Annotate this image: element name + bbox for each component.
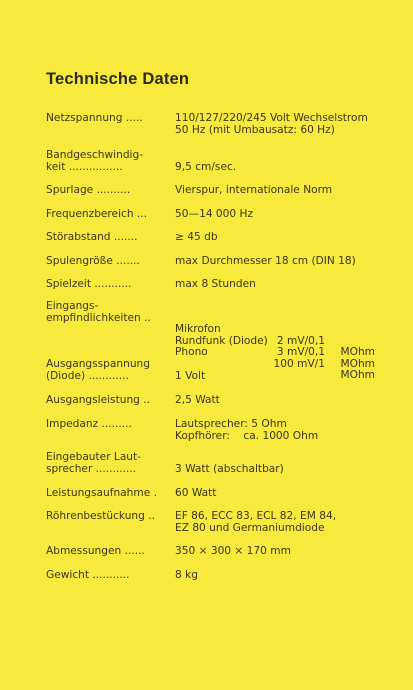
input-value: 100 mV/1: [273, 357, 325, 370]
input-name: Rundfunk (Diode): [175, 334, 268, 347]
spec-label: Impedanz .........: [46, 418, 132, 430]
spec-label: Eingangs- empfindlichkeiten ..: [46, 300, 151, 324]
input-value: 3 mV/0,1: [276, 346, 325, 358]
spec-value: 50—14 000 Hz: [175, 208, 254, 220]
spec-label: Frequenzbereich ...: [46, 208, 148, 220]
spec-label: Spurlage ..........: [46, 184, 131, 196]
spec-value: 9,5 cm/sec.: [175, 160, 237, 173]
spec-label: Röhrenbestückung ..: [46, 510, 155, 522]
page-title: Technische Daten: [46, 70, 190, 88]
spec-label: Spulengröße .......: [46, 255, 140, 267]
spec-label: Leistungsaufnahme .: [46, 487, 157, 499]
spec-label: Eingebauter Laut- sprecher ............: [46, 451, 142, 475]
spec-label: Ausgangsspannung (Diode) ............: [46, 358, 150, 382]
spec-value: ≥ 45 db: [175, 231, 218, 243]
spec-value: 1 Volt: [175, 369, 206, 382]
input-name: Phono: [175, 346, 208, 358]
input-unit: MOhm: [340, 346, 375, 358]
spec-value: max Durchmesser 18 cm (DIN 18): [175, 255, 356, 267]
spec-value: 60 Watt: [175, 487, 217, 499]
input-value: 2 mV/0,1: [276, 334, 325, 347]
spec-label: Gewicht ...........: [46, 569, 130, 581]
spec-label: Netzspannung .....: [46, 112, 143, 124]
spec-value: EF 86, ECC 83, ECL 82, EM 84, EZ 80 und Germaniumdiode: [175, 510, 337, 534]
spec-value: 8 kg: [175, 569, 198, 581]
spec-value: max 8 Stunden: [175, 278, 256, 290]
spec-value: 2,5 Watt: [175, 394, 220, 406]
input-unit: MOhm: [340, 357, 375, 370]
spec-value: 110/127/220/245 Volt Wechselstrom 50 Hz (mit Umbausatz: 60 Hz): [175, 112, 368, 136]
spec-value: Vierspur, internationale Norm: [175, 184, 333, 196]
spec-value: 350 × 300 × 170 mm: [175, 545, 291, 557]
input-name: Mikrofon: [175, 323, 221, 335]
spec-label: Störabstand .......: [46, 231, 138, 243]
spec-label: Bandgeschwindig- keit ................: [46, 149, 144, 173]
spec-label: Abmessungen ......: [46, 545, 145, 557]
spec-value: Lautsprecher: 5 Ohm Kopfhörer: ca. 1000 Ohm: [175, 418, 319, 442]
input-unit: MOhm: [340, 369, 375, 381]
spec-value: 3 Watt (abschaltbar): [175, 462, 284, 475]
spec-label: Ausgangsleistung ..: [46, 394, 150, 406]
spec-label: Spielzeit ...........: [46, 278, 132, 290]
